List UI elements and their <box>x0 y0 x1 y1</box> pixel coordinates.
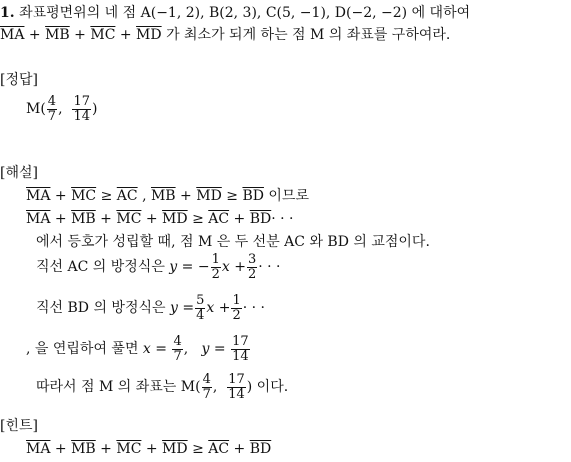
y-eq: y = <box>201 341 226 357</box>
plus-sign: + <box>233 211 246 227</box>
solution-ineq-1 <box>26 186 309 206</box>
geq-sign: ≥ <box>226 188 238 204</box>
segment-ma: $\overline{MA}$ <box>26 211 51 227</box>
ac-intercept-fraction <box>247 253 257 282</box>
problem-line-2 <box>0 25 450 45</box>
problem-text: 좌표평면위의 네 점 A(−1, 2), B(2, 3), C(5, −1), D(−2, −2) 에 대하여 <box>19 5 471 21</box>
numerator: 1 <box>211 251 220 267</box>
plus-sign: + <box>180 188 192 204</box>
segment-ma: $\overline{MA}$ <box>0 27 25 43</box>
denominator: 14 <box>228 386 245 402</box>
answer-y-fraction <box>72 95 91 124</box>
ellipsis: · · · <box>258 259 281 275</box>
ellipsis: · · · <box>242 300 265 316</box>
problem-number: 1. <box>0 5 15 21</box>
plus-sign: + <box>54 441 67 457</box>
bd-prefix: 직선 BD 의 방정식은 <box>36 300 166 316</box>
plus-sign: + <box>54 188 67 204</box>
problem-text-tail: 가 최소가 되게 하는 점 M 의 좌표를 구하여라. <box>166 27 451 43</box>
ellipsis: · · · <box>271 211 294 227</box>
segment-mc: $\overline{MC}$ <box>90 27 116 43</box>
segment-mb: $\overline{MB}$ <box>71 211 96 227</box>
geq-sign: ≥ <box>100 188 113 204</box>
segment-md: $\overline{MD}$ <box>136 27 162 43</box>
segment-bd: $\overline{BD}$ <box>249 441 272 457</box>
answer-heading: [정답] <box>0 72 38 88</box>
answer-prefix: M( <box>26 101 46 117</box>
denominator: 4 <box>196 307 205 323</box>
plus-sign: + <box>74 27 86 43</box>
plus-sign: + <box>100 211 112 227</box>
numerator: 17 <box>232 333 249 349</box>
geq-sign: ≥ <box>192 211 204 227</box>
plus-sign: + <box>54 211 67 227</box>
hint-heading: [힌트] <box>0 418 38 434</box>
segment-mb: $\overline{MB}$ <box>45 27 70 43</box>
plus-sign: + <box>119 27 132 43</box>
ac-prefix: 직선 AC 의 방정식은 <box>36 259 165 275</box>
numerator: 4 <box>47 93 57 109</box>
solution-ineq-2 <box>26 209 294 229</box>
ac-slope-fraction <box>211 253 221 282</box>
segment-md: $\overline{MD}$ <box>162 211 188 227</box>
segment-mb: $\overline{MB}$ <box>150 188 176 204</box>
hint-inequality <box>26 439 271 459</box>
ac-eq-start: y = − <box>169 259 210 275</box>
comma: , <box>183 341 189 357</box>
plus-sign: + <box>100 441 112 457</box>
segment-ma: $\overline{MA}$ <box>26 441 51 457</box>
y-fraction <box>231 335 250 364</box>
comma: , <box>142 188 147 204</box>
solution-bd-equation <box>36 291 265 325</box>
x-eq: x = <box>142 341 167 357</box>
plus-sign: + <box>233 441 246 457</box>
ineq-tail: 이므로 <box>268 188 309 204</box>
numerator: 17 <box>73 93 90 109</box>
answer-value <box>26 92 97 126</box>
bd-eq-start: y = <box>169 300 195 316</box>
segment-mc: $\overline{MC}$ <box>71 188 97 204</box>
denominator: 7 <box>173 348 182 364</box>
comma: , <box>212 379 218 395</box>
bd-mid: x + <box>206 300 231 316</box>
answer-suffix: ) <box>91 101 98 117</box>
numerator: 3 <box>247 251 257 267</box>
segment-mc: $\overline{MC}$ <box>116 211 142 227</box>
ac-mid: x + <box>221 259 246 275</box>
plus-sign: + <box>145 441 158 457</box>
solution-ac-equation <box>36 250 280 284</box>
segment-ac: $\overline{AC}$ <box>208 211 230 227</box>
denominator: 7 <box>47 108 57 124</box>
segment-md: $\overline{MD}$ <box>162 441 188 457</box>
final-x-fraction <box>202 373 212 402</box>
numerator: 17 <box>228 371 245 387</box>
geq-sign: ≥ <box>192 441 204 457</box>
segment-ac: $\overline{AC}$ <box>208 441 230 457</box>
plus-sign: + <box>145 211 158 227</box>
numerator: 1 <box>232 292 241 308</box>
bd-intercept-fraction <box>231 294 241 323</box>
bd-slope-fraction <box>195 294 205 323</box>
answer-x-fraction <box>47 95 57 124</box>
plus-sign: + <box>28 27 41 43</box>
segment-mb: $\overline{MB}$ <box>71 441 96 457</box>
solve-prefix: , 을 연립하여 풀면 <box>26 341 139 357</box>
solution-final-line <box>36 370 288 404</box>
denominator: 2 <box>247 266 257 282</box>
final-prefix: 따라서 점 M 의 좌표는 M( <box>36 379 201 395</box>
segment-bd: $\overline{BD}$ <box>242 188 264 204</box>
comma: , <box>58 101 63 117</box>
solution-line-3: 에서 등호가 성립할 때, 점 M 은 두 선분 AC 와 BD 의 교점이다. <box>36 234 430 250</box>
solution-heading: [해설] <box>0 165 38 181</box>
numerator: 5 <box>196 292 205 308</box>
numerator: 4 <box>173 333 182 349</box>
segment-bd: $\overline{BD}$ <box>249 211 272 227</box>
problem-line-1 <box>0 3 470 23</box>
x-fraction <box>172 335 182 364</box>
numerator: 4 <box>202 371 211 387</box>
final-suffix: ) 이다. <box>246 379 289 395</box>
denominator: 14 <box>73 108 90 124</box>
segment-mc: $\overline{MC}$ <box>116 441 142 457</box>
denominator: 7 <box>202 386 211 402</box>
segment-ac: $\overline{AC}$ <box>116 188 138 204</box>
denominator: 14 <box>232 348 249 364</box>
denominator: 2 <box>232 307 241 323</box>
denominator: 2 <box>211 266 220 282</box>
segment-ma: $\overline{MA}$ <box>26 188 51 204</box>
final-y-fraction <box>227 373 246 402</box>
segment-md: $\overline{MD}$ <box>196 188 222 204</box>
solution-solve-line <box>26 332 251 366</box>
